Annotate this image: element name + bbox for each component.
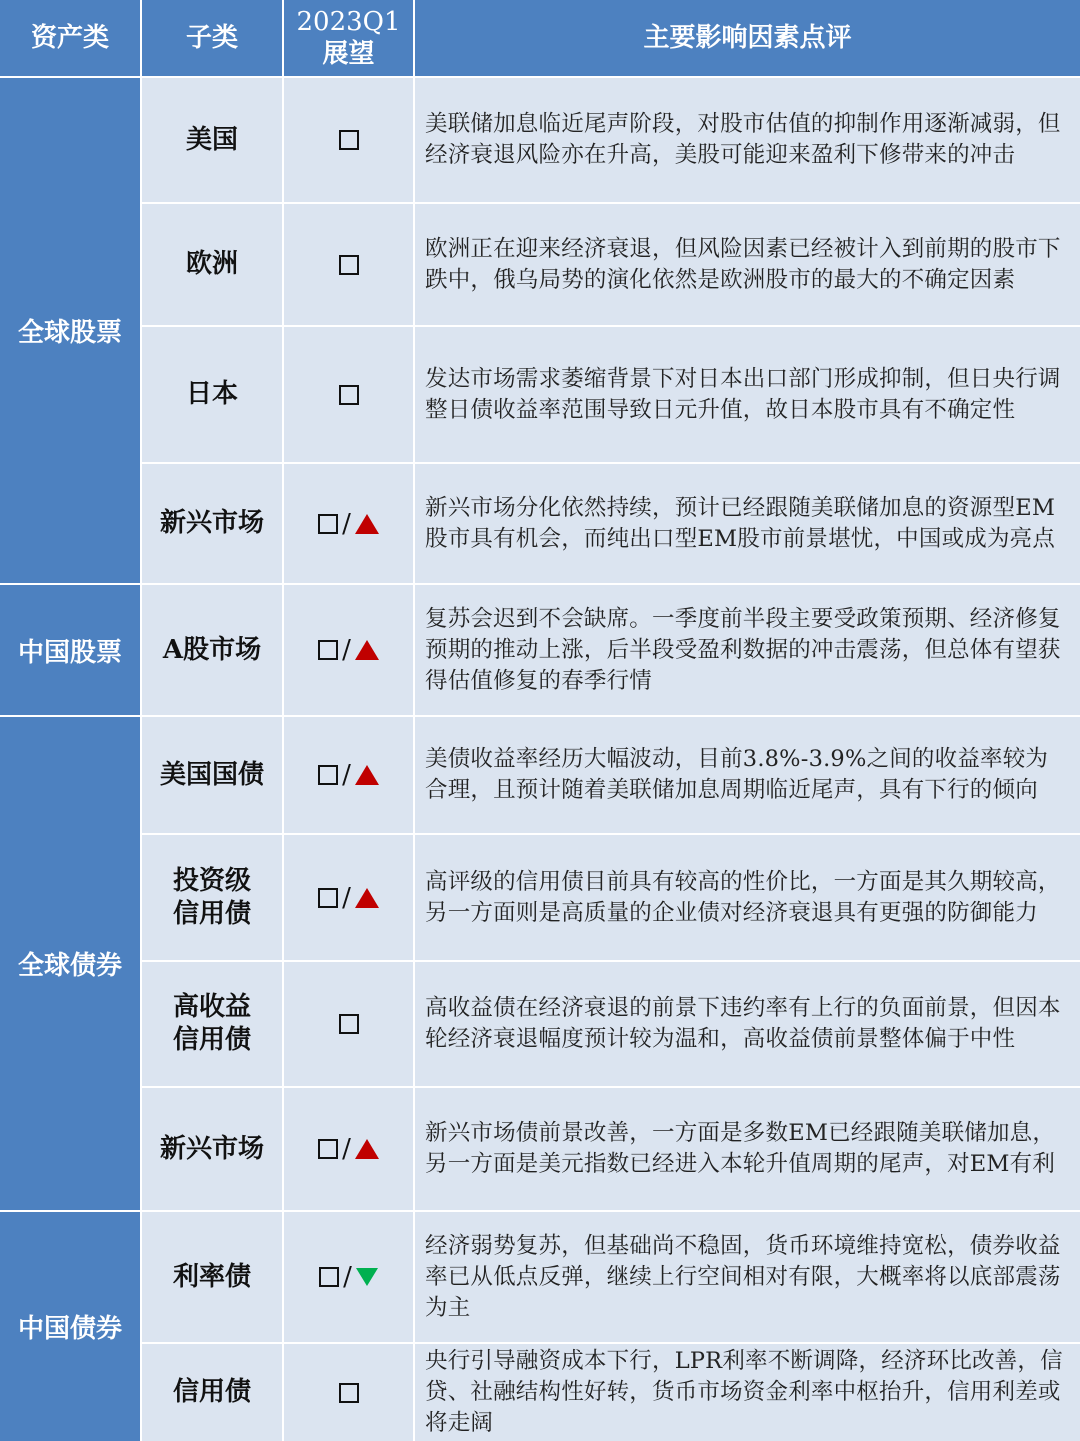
comment-text: 经济弱势复苏，但基础尚不稳固，货币环境维持宽松，债券收益率已从低点反弹，继续上行空间相对有限，大概率将以底部震荡为主 (425, 1232, 1061, 1321)
comment-text: 高评级的信用债目前具有较高的性价比，一方面是其久期较高，另一方面则是高质量的企业债对经济衰退具有更强的防御能力 (425, 868, 1061, 926)
red-triangle-up-icon (355, 1139, 379, 1159)
outlook-cell (284, 835, 415, 962)
header-sub-class: 子类 (142, 0, 284, 78)
sub-class-cell: 新兴市场 (142, 464, 284, 585)
square-outline-icon (339, 385, 359, 405)
separator: / (342, 1134, 351, 1164)
sub-class-cell: 欧洲 (142, 204, 284, 327)
comment-text: 高收益债在经济衰退的前景下违约率有上行的负面前景，但因本轮经济衰退幅度预计较为温和，高收益债前景整体偏于中性 (425, 995, 1061, 1052)
separator: / (342, 760, 351, 790)
sub-class-line1: 投资级 (172, 865, 251, 896)
sub-class-line2: 信用债 (172, 898, 251, 929)
category-global-equity: 全球股票 (0, 78, 142, 585)
red-triangle-up-icon (355, 765, 379, 785)
sub-class-cell: 信用债 (142, 1344, 284, 1441)
comment-cell (415, 1088, 1080, 1212)
comment-text: 新兴市场分化依然持续，预计已经跟随美联储加息的资源型EM股市具有机会，而纯出口型EM股市前景堪忧，中国或成为亮点 (425, 494, 1056, 552)
sub-class-line1: 高收益 (172, 992, 251, 1022)
separator: / (343, 1262, 352, 1292)
sub-class-cell: 日本 (142, 327, 284, 464)
outlook-cell (284, 585, 415, 717)
outlook-cell (284, 204, 415, 327)
square-outline-icon (339, 130, 359, 150)
category-china-equity: 中国股票 (0, 585, 142, 717)
outlook-cell (284, 1344, 415, 1441)
sub-class-line2: 信用债 (172, 1025, 251, 1055)
comment-cell (415, 962, 1080, 1088)
outlook-cell (284, 327, 415, 464)
square-outline-icon (318, 1139, 338, 1159)
header-comment: 主要影响因素点评 (415, 0, 1080, 78)
comment-text: 美债收益率经历大幅波动，目前3.8%-3.9%之间的收益率较为合理，且预计随着美联储加息周期临近尾声，具有下行的倾向 (425, 746, 1049, 803)
sub-class-cell (142, 835, 284, 962)
header-asset-class: 资产类 (0, 0, 142, 78)
comment-cell (415, 1344, 1080, 1441)
outlook-cell (284, 1088, 415, 1212)
comment-text: 欧洲正在迎来经济衰退，但风险因素已经被计入到前期的股市下跌中，俄乌局势的演化依然是欧洲股市的最大的不确定因素 (425, 235, 1061, 293)
comment-cell (415, 78, 1080, 204)
sub-class-cell: 新兴市场 (142, 1088, 284, 1212)
outlook-cell (284, 1212, 415, 1344)
sub-class-cell (142, 962, 284, 1088)
square-outline-icon (318, 640, 338, 660)
header-outlook (284, 0, 415, 78)
sub-class-cell: A股市场 (142, 585, 284, 717)
square-outline-icon (319, 1267, 339, 1287)
square-outline-icon (339, 255, 359, 275)
red-triangle-up-icon (355, 888, 379, 908)
outlook-cell (284, 962, 415, 1088)
comment-text: 新兴市场债前景改善，一方面是多数EM已经跟随美联储加息，另一方面是美元指数已经进入本轮升值周期的尾声，对EM有利 (425, 1120, 1056, 1177)
sub-class-cell: 利率债 (142, 1212, 284, 1344)
comment-text: 美联储加息临近尾声阶段，对股市估值的抑制作用逐渐减弱，但经济衰退风险亦在升高，美股可能迎来盈利下修带来的冲击 (425, 111, 1061, 168)
comment-text: 发达市场需求萎缩背景下对日本出口部门形成抑制，但日央行调整日债收益率范围导致日元升值，故日本股市具有不确定性 (425, 365, 1061, 423)
comment-cell (415, 464, 1080, 585)
square-outline-icon (318, 514, 338, 534)
square-outline-icon (318, 888, 338, 908)
comment-cell (415, 204, 1080, 327)
square-outline-icon (339, 1383, 359, 1403)
comment-cell (415, 835, 1080, 962)
header-outlook-line2: 展望 (322, 39, 375, 69)
comment-text: 央行引导融资成本下行，LPR利率不断调降，经济环比改善，信贷、社融结构性好转，货币市场资金利率中枢抬升，信用利差或将走阔 (425, 1348, 1063, 1436)
square-outline-icon (318, 765, 338, 785)
red-triangle-up-icon (355, 640, 379, 660)
header-outlook-line1: 2023Q1 (296, 7, 401, 37)
sub-class-cell: 美国 (142, 78, 284, 204)
red-triangle-up-icon (355, 514, 379, 534)
category-china-bond: 中国债券 (0, 1212, 142, 1441)
square-outline-icon (339, 1014, 359, 1034)
outlook-cell (284, 78, 415, 204)
green-triangle-down-icon (356, 1268, 378, 1286)
comment-cell (415, 717, 1080, 835)
outlook-cell (284, 717, 415, 835)
outlook-cell (284, 464, 415, 585)
separator: / (342, 508, 351, 539)
comment-cell (415, 1212, 1080, 1344)
separator: / (342, 635, 351, 665)
comment-cell (415, 327, 1080, 464)
category-global-bond: 全球债券 (0, 717, 142, 1212)
sub-class-cell: 美国国债 (142, 717, 284, 835)
comment-text: 复苏会迟到不会缺席。一季度前半段主要受政策预期、经济修复预期的推动上涨，后半段受盈利数据的冲击震荡，但总体有望获得估值修复的春季行情 (425, 605, 1061, 694)
comment-cell (415, 585, 1080, 717)
separator: / (342, 882, 351, 913)
